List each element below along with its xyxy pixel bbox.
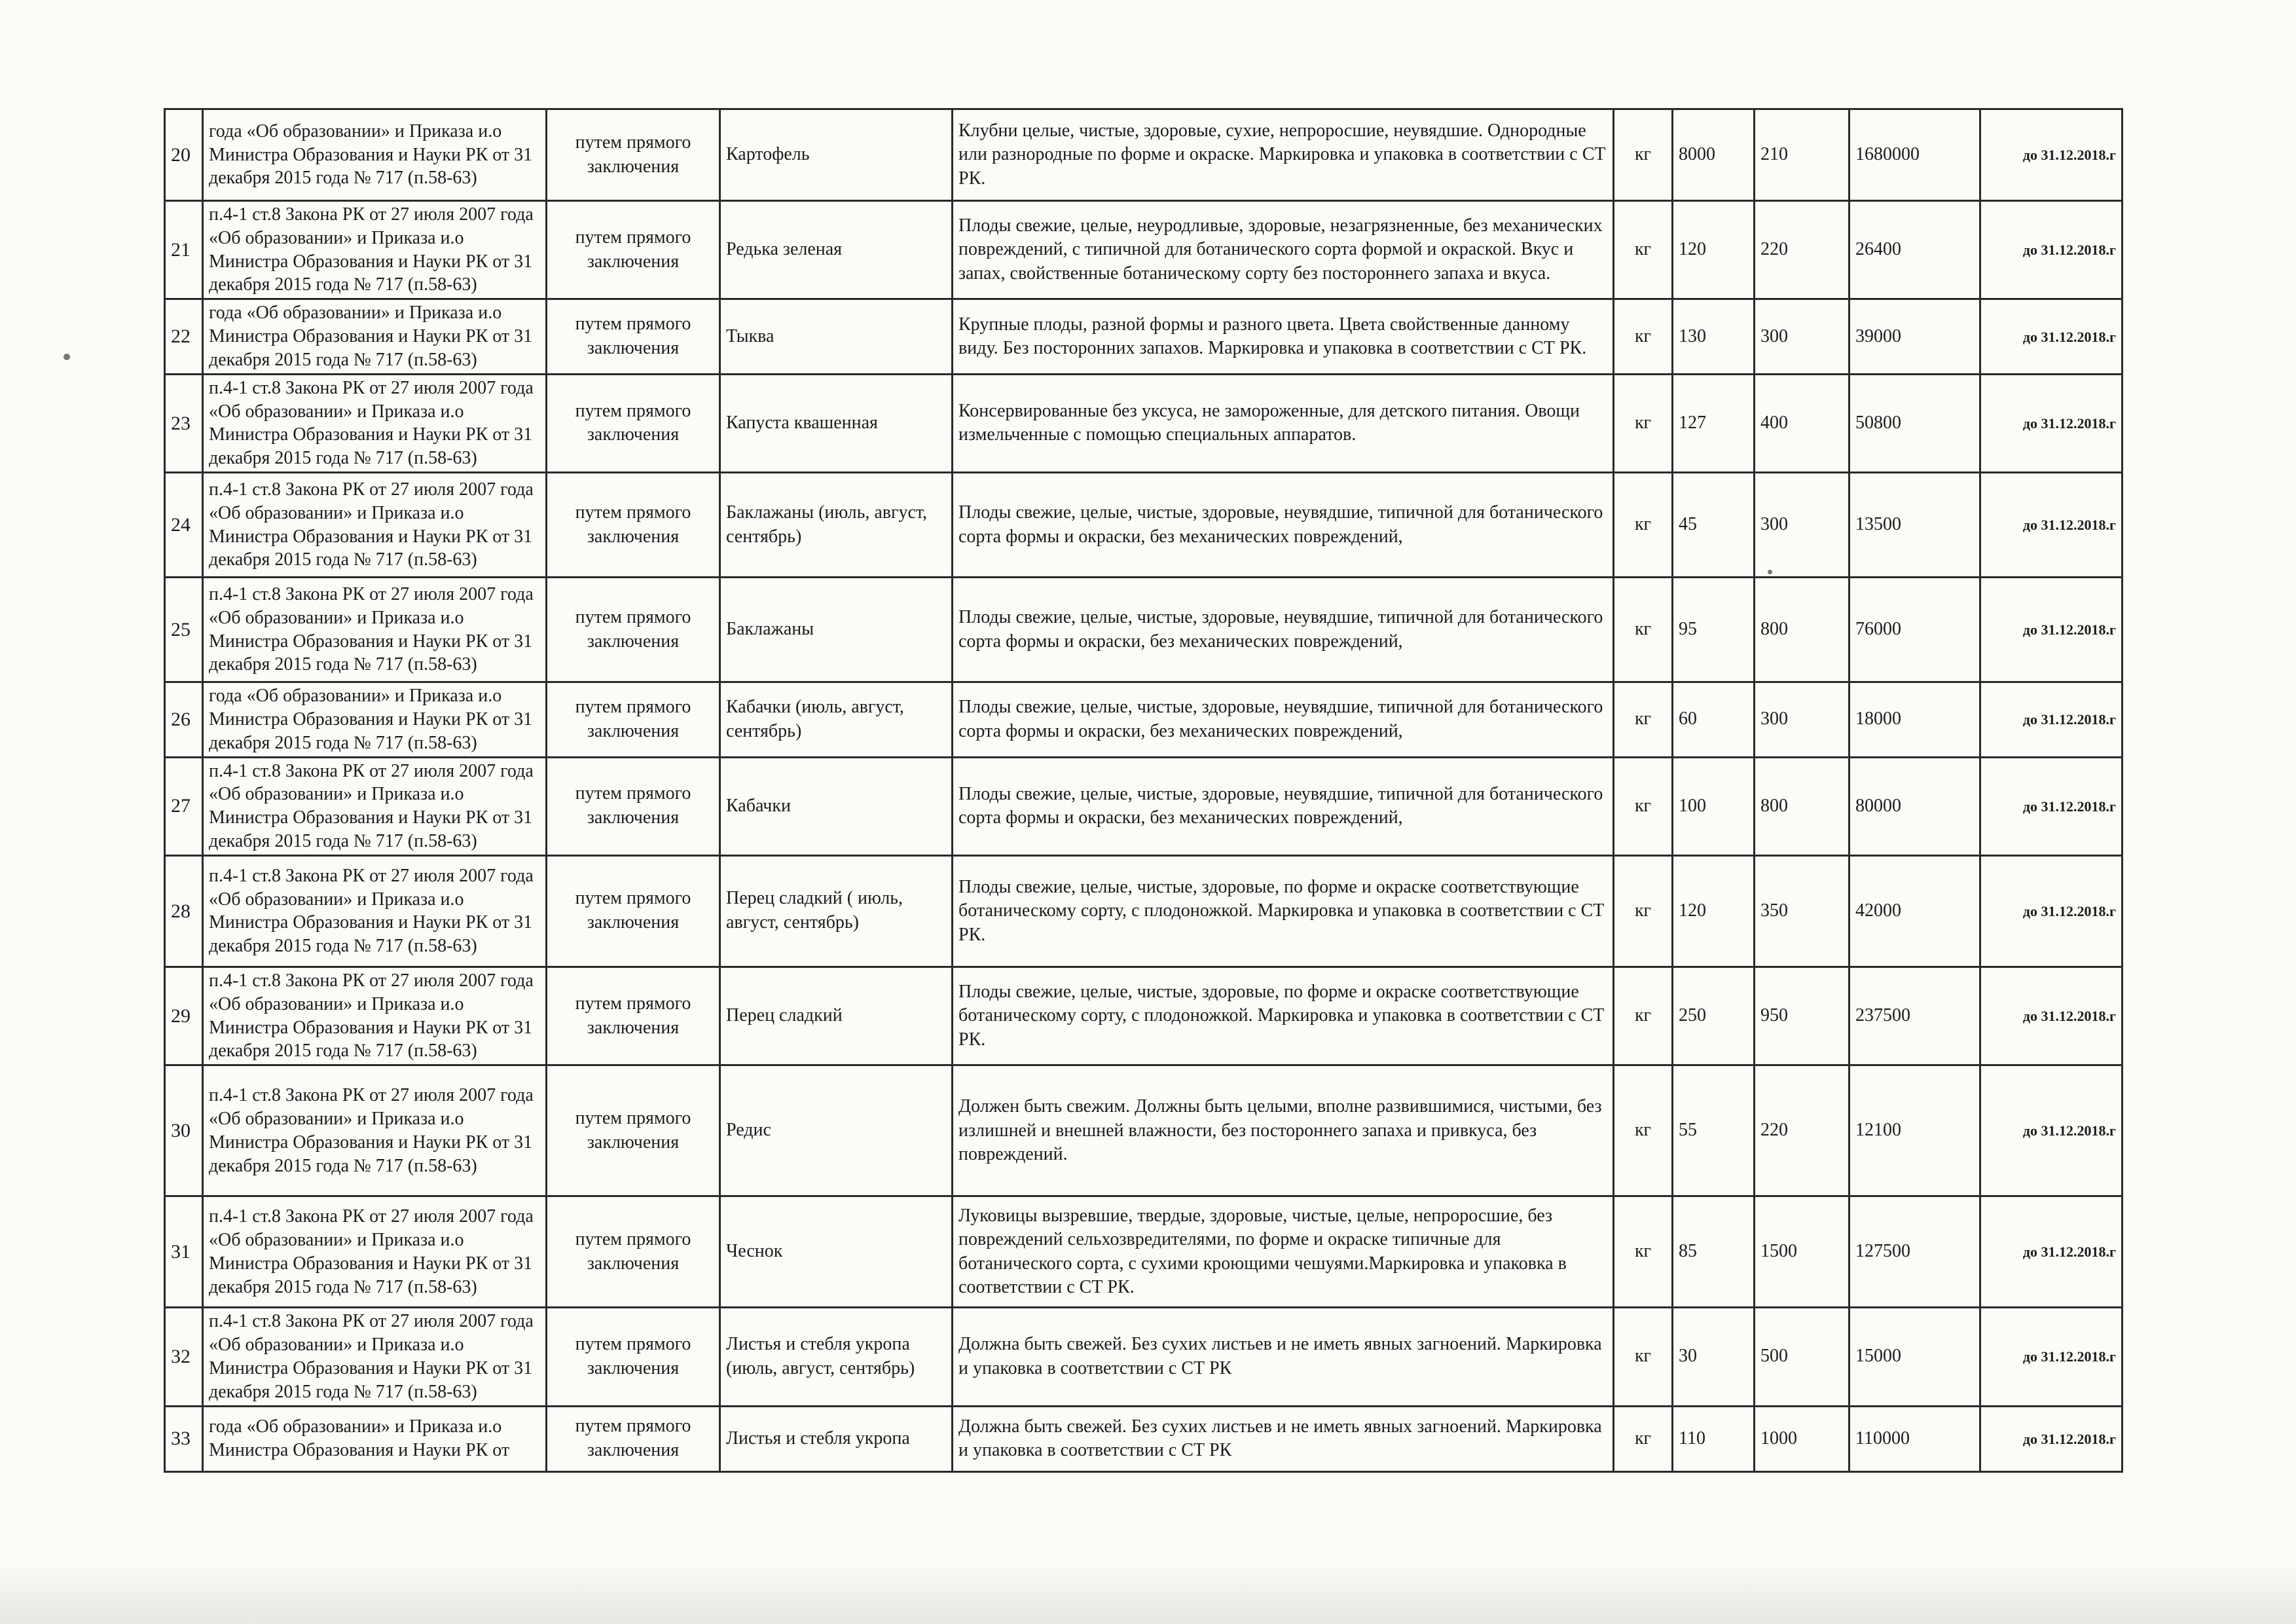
table-cell-item-name: Листья и стебля укропа [720, 1406, 953, 1471]
table-cell-deadline: до 31.12.2018.г [1980, 473, 2123, 578]
table-cell-deadline: до 31.12.2018.г [1980, 855, 2123, 967]
scan-speck [64, 354, 70, 360]
table-cell-number: 24 [165, 473, 203, 578]
table-cell-deadline: до 31.12.2018.г [1980, 1196, 2123, 1308]
table-cell-item-name: Баклажаны (июль, август, сентябрь) [720, 473, 953, 578]
table-cell-sum: 80000 [1850, 757, 1980, 855]
table-cell-sum: 15000 [1850, 1308, 1980, 1406]
table-cell-item-name: Перец сладкий ( июль, август, сентябрь) [720, 855, 953, 967]
table-cell-number: 29 [165, 967, 203, 1065]
table-cell-procurement-method: путем прямого заключения [547, 578, 720, 682]
table-cell-legal-basis: п.4-1 ст.8 Закона РК от 27 июля 2007 года «Об образовании» и Приказа и.о Министра Образования и Науки РК от 31 декабря 2015 года № 717 (п.58-63) [203, 201, 547, 299]
table-cell-procurement-method: путем прямого заключения [547, 374, 720, 472]
table-cell-deadline: до 31.12.2018.г [1980, 109, 2123, 201]
table-cell-sum: 76000 [1850, 578, 1980, 682]
table-cell-number: 20 [165, 109, 203, 201]
table-cell-item-name: Кабачки (июль, август, сентябрь) [720, 682, 953, 757]
table-cell-procurement-method: путем прямого заключения [547, 855, 720, 967]
table-cell-procurement-method: путем прямого заключения [547, 1065, 720, 1196]
table-cell-price: 800 [1755, 578, 1850, 682]
table-cell-procurement-method: путем прямого заключения [547, 682, 720, 757]
table-cell-description: Консервированные без уксуса, не замороженные, для детского питания. Овощи измельченные с помощью специальных аппаратов. [953, 374, 1614, 472]
table-cell-description: Плоды свежие, целые, чистые, здоровые, неувядшие, типичной для ботанического сорта формы и окраски, без механических повреждений, [953, 757, 1614, 855]
table-cell-quantity: 250 [1673, 967, 1755, 1065]
table-cell-description: Должна быть свежей. Без сухих листьев и не иметь явных загноений. Маркировка и упаковка в соответствии с СТ РК [953, 1406, 1614, 1471]
table-cell-number: 27 [165, 757, 203, 855]
table-cell-deadline: до 31.12.2018.г [1980, 757, 2123, 855]
table-cell-price: 800 [1755, 757, 1850, 855]
table-row [165, 1308, 2123, 1406]
table-row [165, 473, 2123, 578]
table-row [165, 374, 2123, 472]
table-cell-unit: кг [1614, 374, 1673, 472]
table-cell-description: Плоды свежие, целые, чистые, здоровые, неувядшие, типичной для ботанического сорта формы и окраски, без механических повреждений, [953, 578, 1614, 682]
table-cell-quantity: 130 [1673, 299, 1755, 374]
table-row [165, 1196, 2123, 1308]
table-cell-item-name: Чеснок [720, 1196, 953, 1308]
table-cell-legal-basis: п.4-1 ст.8 Закона РК от 27 июля 2007 года «Об образовании» и Приказа и.о Министра Образования и Науки РК от 31 декабря 2015 года № 717 (п.58-63) [203, 757, 547, 855]
table-row [165, 299, 2123, 374]
table-cell-quantity: 95 [1673, 578, 1755, 682]
table-cell-deadline: до 31.12.2018.г [1980, 374, 2123, 472]
table-cell-quantity: 8000 [1673, 109, 1755, 201]
table-cell-number: 26 [165, 682, 203, 757]
table-cell-legal-basis: года «Об образовании» и Приказа и.о Министра Образования и Науки РК от 31 декабря 2015 года № 717 (п.58-63) [203, 682, 547, 757]
table-cell-description: Плоды свежие, целые, чистые, здоровые, по форме и окраске соответствующие ботаническому сорту, с плодоножкой. Маркировка и упаковка в соответствии с СТ РК. [953, 855, 1614, 967]
table-cell-quantity: 60 [1673, 682, 1755, 757]
table-cell-quantity: 85 [1673, 1196, 1755, 1308]
table-cell-price: 220 [1755, 1065, 1850, 1196]
table-cell-item-name: Кабачки [720, 757, 953, 855]
table-cell-legal-basis: п.4-1 ст.8 Закона РК от 27 июля 2007 года «Об образовании» и Приказа и.о Министра Образования и Науки РК от 31 декабря 2015 года № 717 (п.58-63) [203, 374, 547, 472]
table-cell-deadline: до 31.12.2018.г [1980, 1065, 2123, 1196]
table-cell-legal-basis: п.4-1 ст.8 Закона РК от 27 июля 2007 года «Об образовании» и Приказа и.о Министра Образования и Науки РК от 31 декабря 2015 года № 717 (п.58-63) [203, 473, 547, 578]
table-cell-quantity: 30 [1673, 1308, 1755, 1406]
table-cell-procurement-method: путем прямого заключения [547, 473, 720, 578]
table-cell-quantity: 120 [1673, 855, 1755, 967]
table-cell-unit: кг [1614, 1065, 1673, 1196]
table-cell-procurement-method: путем прямого заключения [547, 1406, 720, 1471]
table-cell-item-name: Баклажаны [720, 578, 953, 682]
table-cell-sum: 12100 [1850, 1065, 1980, 1196]
table-cell-price: 950 [1755, 967, 1850, 1065]
table-cell-description: Плоды свежие, целые, чистые, здоровые, неувядшие, типичной для ботанического сорта формы и окраски, без механических повреждений, [953, 473, 1614, 578]
table-cell-description: Крупные плоды, разной формы и разного цвета. Цвета свойственные данному виду. Без посторонних запахов. Маркировка и упаковка в соответствии с СТ РК. [953, 299, 1614, 374]
table-cell-price: 1500 [1755, 1196, 1850, 1308]
table-cell-item-name: Листья и стебля укропа (июль, август, сентябрь) [720, 1308, 953, 1406]
table-cell-description: Должен быть свежим. Должны быть целыми, вполне развившимися, чистыми, без излишней и внешней влажности, без постороннего запаха и привкуса, без повреждений. [953, 1065, 1614, 1196]
table-cell-sum: 26400 [1850, 201, 1980, 299]
table-cell-number: 31 [165, 1196, 203, 1308]
table-cell-sum: 1680000 [1850, 109, 1980, 201]
table-cell-quantity: 100 [1673, 757, 1755, 855]
table-cell-item-name: Перец сладкий [720, 967, 953, 1065]
table-cell-description: Плоды свежие, целые, чистые, здоровые, по форме и окраске соответствующие ботаническому сорту, с плодоножкой. Маркировка и упаковка в соответствии с СТ РК. [953, 967, 1614, 1065]
table-cell-number: 23 [165, 374, 203, 472]
table-row [165, 1406, 2123, 1471]
table-cell-quantity: 127 [1673, 374, 1755, 472]
scan-bottom-edge [0, 1568, 2296, 1624]
table-cell-procurement-method: путем прямого заключения [547, 1308, 720, 1406]
table-cell-deadline: до 31.12.2018.г [1980, 201, 2123, 299]
table-cell-deadline: до 31.12.2018.г [1980, 1406, 2123, 1471]
table-cell-legal-basis: п.4-1 ст.8 Закона РК от 27 июля 2007 года «Об образовании» и Приказа и.о Министра Образования и Науки РК от 31 декабря 2015 года № 717 (п.58-63) [203, 578, 547, 682]
table-cell-number: 32 [165, 1308, 203, 1406]
table-cell-number: 28 [165, 855, 203, 967]
table-cell-item-name: Тыква [720, 299, 953, 374]
table-cell-procurement-method: путем прямого заключения [547, 109, 720, 201]
table-cell-sum: 127500 [1850, 1196, 1980, 1308]
table-cell-unit: кг [1614, 967, 1673, 1065]
table-cell-sum: 39000 [1850, 299, 1980, 374]
table-cell-procurement-method: путем прямого заключения [547, 299, 720, 374]
table-cell-number: 21 [165, 201, 203, 299]
table-cell-deadline: до 31.12.2018.г [1980, 967, 2123, 1065]
table-cell-price: 210 [1755, 109, 1850, 201]
table-cell-item-name: Редис [720, 1065, 953, 1196]
table-row [165, 967, 2123, 1065]
table-cell-quantity: 45 [1673, 473, 1755, 578]
table-cell-unit: кг [1614, 757, 1673, 855]
table-cell-price: 300 [1755, 299, 1850, 374]
table-cell-sum: 237500 [1850, 967, 1980, 1065]
table-cell-price: 300 [1755, 473, 1850, 578]
table-cell-unit: кг [1614, 1308, 1673, 1406]
table-cell-legal-basis: года «Об образовании» и Приказа и.о Министра Образования и Науки РК от [203, 1406, 547, 1471]
table-cell-deadline: до 31.12.2018.г [1980, 682, 2123, 757]
table-row [165, 682, 2123, 757]
table-cell-unit: кг [1614, 578, 1673, 682]
table-cell-legal-basis: п.4-1 ст.8 Закона РК от 27 июля 2007 года «Об образовании» и Приказа и.о Министра Образования и Науки РК от 31 декабря 2015 года № 717 (п.58-63) [203, 1308, 547, 1406]
table-cell-unit: кг [1614, 109, 1673, 201]
table-cell-unit: кг [1614, 855, 1673, 967]
table-cell-procurement-method: путем прямого заключения [547, 967, 720, 1065]
table-cell-legal-basis: п.4-1 ст.8 Закона РК от 27 июля 2007 года «Об образовании» и Приказа и.о Министра Образования и Науки РК от 31 декабря 2015 года № 717 (п.58-63) [203, 1065, 547, 1196]
table-cell-sum: 18000 [1850, 682, 1980, 757]
table-cell-price: 400 [1755, 374, 1850, 472]
table-cell-item-name: Капуста квашенная [720, 374, 953, 472]
table-cell-procurement-method: путем прямого заключения [547, 1196, 720, 1308]
table-row [165, 757, 2123, 855]
table-cell-description: Плоды свежие, целые, неуродливые, здоровые, незагрязненные, без механических повреждений, с типичной для ботанического сорта формой и окраской. Вкус и запах, свойственные ботаническому сорту без постороннего запаха и вкуса. [953, 201, 1614, 299]
table-cell-description: Должна быть свежей. Без сухих листьев и не иметь явных загноений. Маркировка и упаковка в соответствии с СТ РК [953, 1308, 1614, 1406]
table-cell-description: Плоды свежие, целые, чистые, здоровые, неувядшие, типичной для ботанического сорта формы и окраски, без механических повреждений, [953, 682, 1614, 757]
table-row [165, 1065, 2123, 1196]
table-cell-unit: кг [1614, 299, 1673, 374]
table-row [165, 201, 2123, 299]
table-cell-price: 350 [1755, 855, 1850, 967]
table-cell-quantity: 55 [1673, 1065, 1755, 1196]
table-cell-item-name: Картофель [720, 109, 953, 201]
table-cell-price: 500 [1755, 1308, 1850, 1406]
table-row [165, 578, 2123, 682]
table-cell-price: 1000 [1755, 1406, 1850, 1471]
table-cell-procurement-method: путем прямого заключения [547, 757, 720, 855]
table-cell-unit: кг [1614, 201, 1673, 299]
table-cell-number: 25 [165, 578, 203, 682]
table-cell-quantity: 120 [1673, 201, 1755, 299]
table-cell-item-name: Редька зеленая [720, 201, 953, 299]
table-cell-unit: кг [1614, 1196, 1673, 1308]
table-cell-deadline: до 31.12.2018.г [1980, 578, 2123, 682]
table-cell-sum: 110000 [1850, 1406, 1980, 1471]
table-cell-quantity: 110 [1673, 1406, 1755, 1471]
table-cell-description: Клубни целые, чистые, здоровые, сухие, непроросшие, неувядшие. Однородные или разнородные по форме и окраске. Маркировка и упаковка в соответствии с СТ РК. [953, 109, 1614, 201]
table-cell-legal-basis: года «Об образовании» и Приказа и.о Министра Образования и Науки РК от 31 декабря 2015 года № 717 (п.58-63) [203, 109, 547, 201]
table-cell-number: 33 [165, 1406, 203, 1471]
table-cell-number: 30 [165, 1065, 203, 1196]
table-cell-unit: кг [1614, 473, 1673, 578]
table-cell-legal-basis: года «Об образовании» и Приказа и.о Министра Образования и Науки РК от 31 декабря 2015 года № 717 (п.58-63) [203, 299, 547, 374]
table-cell-price: 220 [1755, 201, 1850, 299]
table-cell-deadline: до 31.12.2018.г [1980, 299, 2123, 374]
table-cell-legal-basis: п.4-1 ст.8 Закона РК от 27 июля 2007 года «Об образовании» и Приказа и.о Министра Образования и Науки РК от 31 декабря 2015 года № 717 (п.58-63) [203, 1196, 547, 1308]
table-row [165, 109, 2123, 201]
procurement-table-body [165, 109, 2123, 1472]
table-cell-sum: 13500 [1850, 473, 1980, 578]
table-cell-price: 300 [1755, 682, 1850, 757]
table-cell-legal-basis: п.4-1 ст.8 Закона РК от 27 июля 2007 года «Об образовании» и Приказа и.о Министра Образования и Науки РК от 31 декабря 2015 года № 717 (п.58-63) [203, 967, 547, 1065]
table-cell-sum: 42000 [1850, 855, 1980, 967]
table-cell-legal-basis: п.4-1 ст.8 Закона РК от 27 июля 2007 года «Об образовании» и Приказа и.о Министра Образования и Науки РК от 31 декабря 2015 года № 717 (п.58-63) [203, 855, 547, 967]
table-cell-description: Луковицы вызревшие, твердые, здоровые, чистые, целые, непроросшие, без повреждений сельхозвредителями, по форме и окраске типичные для ботанического сорта, с сухими кроющими чешуями.Маркировка и упаковка в соответствии с СТ РК. [953, 1196, 1614, 1308]
procurement-table [164, 108, 2123, 1473]
table-cell-unit: кг [1614, 682, 1673, 757]
table-cell-sum: 50800 [1850, 374, 1980, 472]
table-cell-unit: кг [1614, 1406, 1673, 1471]
table-cell-procurement-method: путем прямого заключения [547, 201, 720, 299]
table-row [165, 855, 2123, 967]
table-cell-deadline: до 31.12.2018.г [1980, 1308, 2123, 1406]
table-cell-number: 22 [165, 299, 203, 374]
